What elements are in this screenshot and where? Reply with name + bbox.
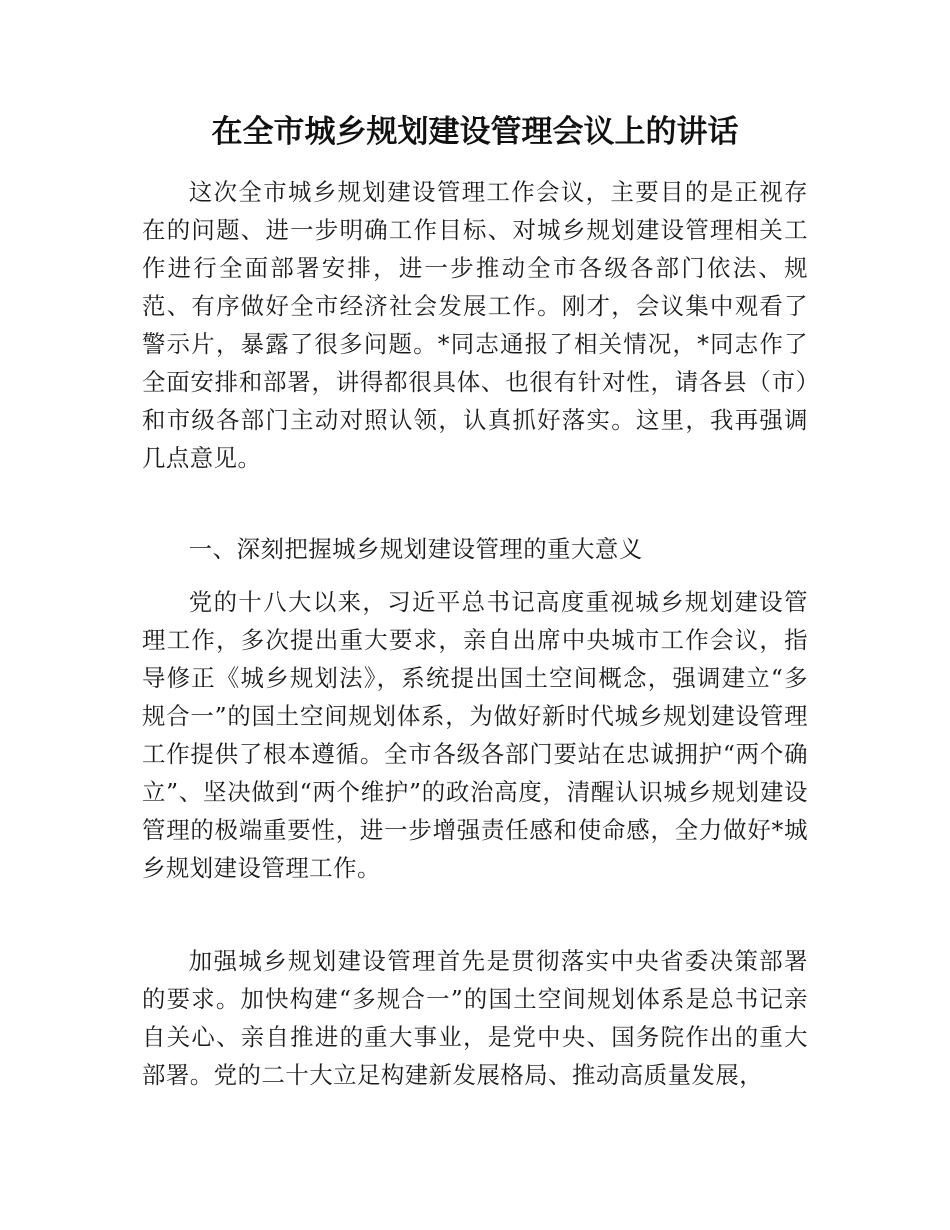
paragraph-intro: 这次全市城乡规划建设管理工作会议，主要目的是正视存在的问题、进一步明确工作目标、对城乡规划建设管理相关工作进行全面部署安排，进一步推动全市各级各部门依法、规范、有序做好全市经济社会发展工作。刚才，会议集中观看了警示片，暴露了很多问题。*同志通报了相关情况，*同志作了全面安排和部署，讲得都很具体、也很有针对性，请各县（市）和市级各部门主动对照认领，认真抓好落实。这里，我再强调几点意见。 [142, 178, 808, 472]
document-title: 在全市城乡规划建设管理会议上的讲话 [211, 114, 739, 150]
paragraph-requirements: 加强城乡规划建设管理首先是贯彻落实中央省委决策部署的要求。加快构建“多规合一”的国土空间规划体系是总书记亲自关心、亲自推进的重大事业，是党中央、国务院作出的重大部署。党的二十大立足构建新发展格局、推动高质量发展， [142, 947, 808, 1089]
section-heading-1: 一、深刻把握城乡规划建设管理的重大意义 [188, 535, 643, 563]
paragraph-significance: 党的十八大以来，习近平总书记高度重视城乡规划建设管理工作，多次提出重大要求，亲自出席中央城市工作会议，指导修正《城乡规划法》，系统提出国土空间概念，强调建立“多规合一”的国土空间规划体系，为做好新时代城乡规划建设管理工作提供了根本遵循。全市各级各部门要站在忠诚拥护“两个确立”、坚决做到“两个维护”的政治高度，清醒认识城乡规划建设管理的极端重要性，进一步增强责任感和使命感，全力做好*城乡规划建设管理工作。 [142, 588, 808, 882]
